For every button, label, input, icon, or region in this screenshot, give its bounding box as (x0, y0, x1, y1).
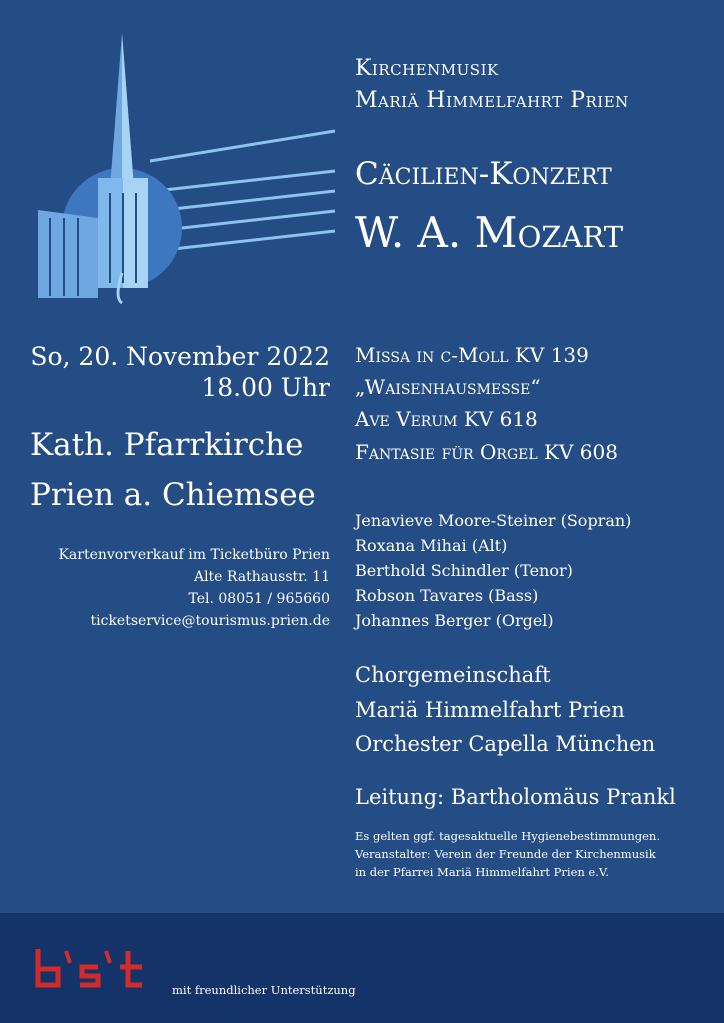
notes-line: Es gelten ggf. tagesaktuelle Hygienebestimmungen. (355, 829, 660, 843)
ticket-info-line-2: Alte Rathausstr. 11 (193, 569, 330, 585)
sponsor-footer (0, 913, 724, 1023)
program-item: Fantasie für Orgel KV 608 (355, 440, 618, 464)
notes-line: Veranstalter: Verein der Freunde der Kirchenmusik (355, 847, 656, 861)
ensemble-line: Orchester Capella München (355, 732, 656, 756)
soloist-item: Robson Tavares (Bass) (355, 586, 539, 605)
ticket-info-email: ticketservice@tourismus.prien.de (90, 613, 330, 629)
venue-line-1: Kath. Pfarrkirche (30, 427, 304, 463)
logo-wing (38, 210, 98, 298)
church-spire-logo (30, 28, 350, 308)
program-item: „Waisenhausmesse“ (355, 375, 541, 399)
header-line-2: Mariä Himmelfahrt Prien (355, 88, 629, 113)
ticket-info-line-1: Kartenvorverkauf im Ticketbüro Prien (58, 547, 330, 563)
ensemble-line: Chorgemeinschaft (355, 663, 551, 687)
staff-line (150, 131, 335, 161)
ticket-info-phone: Tel. 08051 / 965660 (188, 591, 330, 607)
logo-spire-highlight (122, 33, 134, 188)
program-item: Ave Verum KV 618 (355, 407, 538, 431)
staff-line (155, 191, 335, 211)
conductor-line: Leitung: Bartholomäus Prankl (355, 785, 676, 809)
soloist-item: Roxana Mihai (Alt) (355, 536, 508, 555)
soloist-item: Berthold Schindler (Tenor) (355, 561, 573, 580)
ensemble-line: Mariä Himmelfahrt Prien (355, 698, 625, 722)
composer-name: W. A. Mozart (355, 208, 624, 257)
sponsor-logo (32, 945, 162, 991)
event-date: So, 20. November 2022 (30, 342, 330, 371)
header-line-1: Kirchenmusik (355, 56, 499, 81)
concert-title: Cäcilien-Konzert (355, 156, 612, 192)
event-time: 18.00 Uhr (201, 373, 330, 402)
staff-line (155, 231, 335, 251)
soloist-item: Jenavieve Moore-Steiner (Sopran) (355, 511, 632, 530)
program-item: Missa in c-Moll KV 139 (355, 343, 589, 367)
venue-line-2: Prien a. Chiemsee (30, 477, 316, 513)
notes-line: in der Pfarrei Mariä Himmelfahrt Prien e.V. (355, 865, 609, 879)
sponsor-support-text: mit freundlicher Unterstützung (172, 983, 356, 997)
soloist-item: Johannes Berger (Orgel) (355, 611, 554, 630)
staff-line (155, 171, 335, 191)
